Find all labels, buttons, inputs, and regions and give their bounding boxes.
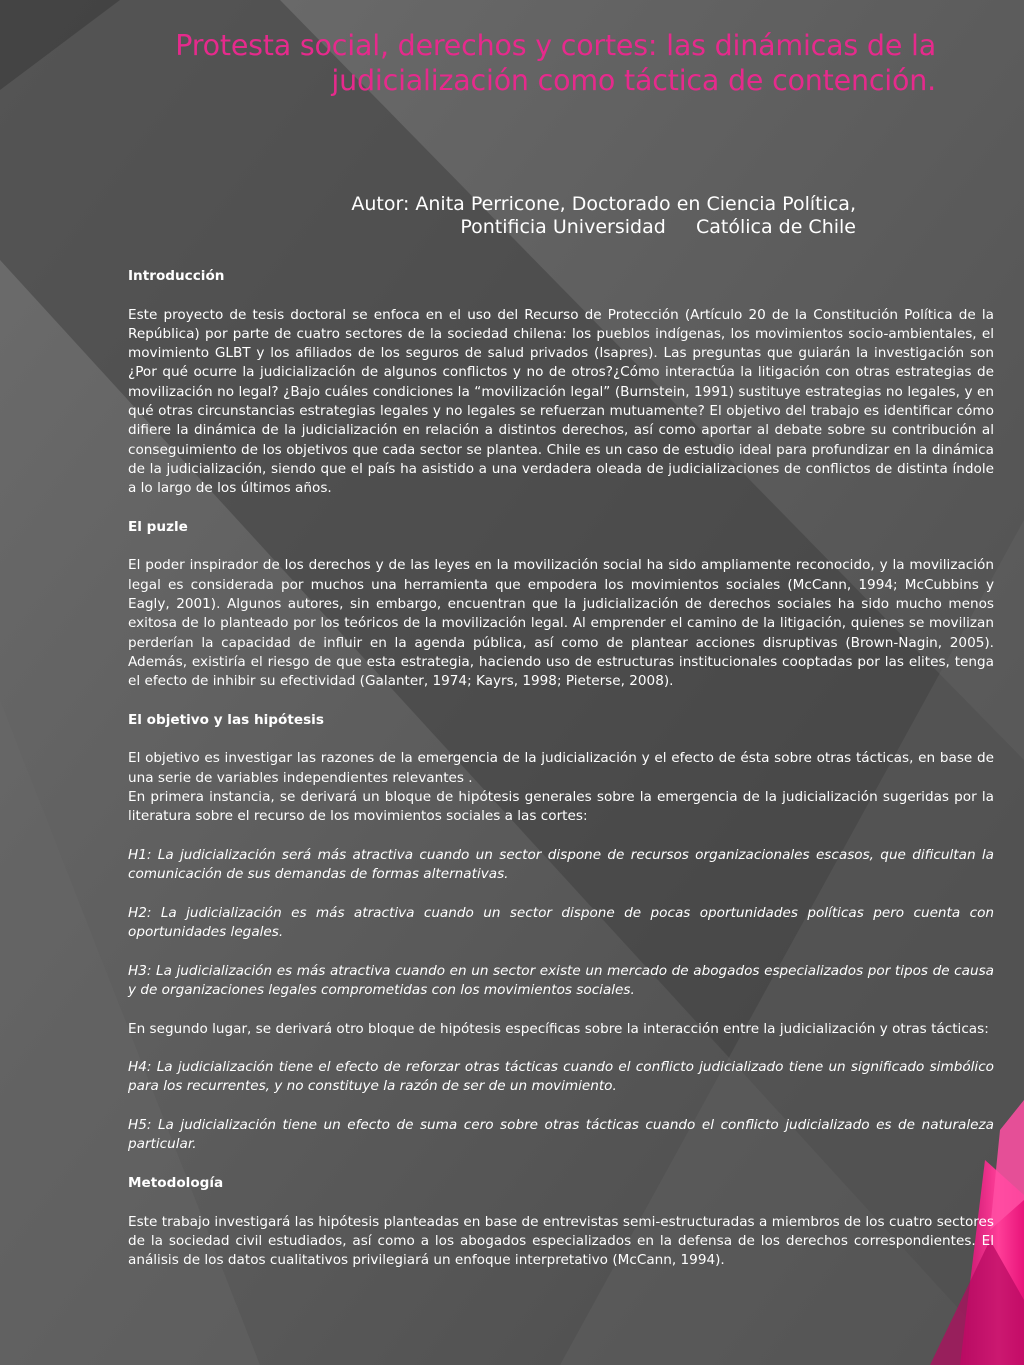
intro-paragraph: Este proyecto de tesis doctoral se enfoca en el uso del Recurso de Protección (Artículo 20 de la Constitución Política de la República) por parte de cuatro sectores de la sociedad chilena: los pueblos indígenas, los movimientos socio-ambientales, el movimiento GLBT y los afiliados de los seguros de salud privados (Isapres). Las preguntas que guiarán la investigación son ¿Por qué ocurre la judicialización de algunos conflictos y no de otros?¿Cómo interactúa la litigación con otras estrategias de movilización no legal? ¿Bajo cuáles condiciones la “movilización legal” (Burnstein, 1991) sustituye estrategias no legales, y en qué otras circunstancias estrategias legales y no legales se refuerzan mutuamente? El objetivo del trabajo es identificar cómo difiere la dinámica de la judicialización en relación a distintos derechos, así como aportar al debate sobre su contribución al conseguimiento de los objetivos que cada sector se plantea. Chile es un caso de estudio ideal para profundizar en la dinámica de la judicialización, siendo que el país ha asistido a una verdadera oleada de judicializaciones de conflictos de distinta índole a lo largo de los últimos años. — [128, 306, 994, 497]
author-block — [200, 193, 856, 239]
section-heading-objetivo: El objetivo y las hipótesis — [128, 711, 324, 728]
puzzle-paragraph: El poder inspirador de los derechos y de las leyes en la movilización social ha sido ampliamente reconocido, y la movilización legal es considerada por muchos una herramienta que empodera los movimientos sociales (McCann, 1994; McCubbins y Eagly, 2001). Algunos autores, sin embargo, encuentran que la judicialización de derechos sociales ha sido mucho menos exitosa de lo planteado por los teóricos de la movilización legal. Al emprender el camino de la litigación, quienes se movilizan perderían la capacidad de influir en la agenda pública, así como de plantear acciones disruptivas (Brown-Nagin, 2005). Además, existiría el riesgo de que esta estrategia, haciendo uso de estructuras institucionales cooptadas por las elites, tenga el efecto de inhibir su efectividad (Galanter, 1974; Kayrs, 1998; Pieterse, 2008). — [128, 557, 994, 690]
hypothesis-h3-text: H3: La judicialización es más atractiva cuando en un sector existe un mercado de abogados especializados por tipos de causa y de organizaciones legales comprometidas con los movimientos sociales. — [128, 962, 994, 998]
hypothesis-h5-text: H5: La judicialización tiene un efecto de suma cero sobre otras tácticas cuando el conflicto judicializado es de naturaleza particular. — [128, 1117, 994, 1153]
hypothesis-h2 — [128, 904, 994, 943]
hypothesis-h5 — [128, 1116, 994, 1155]
hypothesis-h4-text: H4: La judicialización tiene el efecto de reforzar otras tácticas cuando el conflicto judicializado tiene un significado simbólico para los recurrentes, y no constituye la razón de ser de un movimiento. — [128, 1059, 994, 1095]
hypothesis-h1-text: H1: La judicialización será más atractiva cuando un sector dispone de recursos organizacionales escasos, que dificultan la comunicación de sus demandas de formas alternativas. — [128, 846, 994, 883]
hypothesis-h2-text: H2: La judicialización es más atractiva cuando un sector dispone de pocas oportunidades políticas pero cuenta con oportunidades legales. — [128, 904, 994, 941]
objective-paragraph-2: En primera instancia, se derivará un bloque de hipótesis generales sobre la emergencia de la judicialización sugeridas por la literatura sobre el recurso de los movimientos sociales a las cortes: — [128, 789, 994, 825]
page-title: Protesta social, derechos y cortes: las dinámicas de la judicialización como táctica de contención. — [175, 29, 936, 97]
hypothesis-h3 — [128, 962, 994, 1001]
author-line-1: Autor: Anita Perricone, Doctorado en Ciencia Política, — [351, 193, 856, 215]
objective-paragraph-1: El objetivo es investigar las razones de la emergencia de la judicialización y el efecto de ésta sobre otras tácticas, en base de una serie de variables independientes relevantes . — [128, 750, 994, 786]
section-heading-metodologia: Metodología — [128, 1174, 224, 1191]
section-heading-puzle: El puzle — [128, 518, 188, 535]
document-body — [128, 267, 994, 1290]
methodology-paragraph: Este trabajo investigará las hipótesis planteadas en base de entrevistas semi-estructuradas a miembros de los cuatro sectores de la sociedad civil estudiados, así como a los abogados especializados en la defensa de los derechos correspondientes. El análisis de los datos cualitativos privilegiará un enfoque interpretativo (McCann, 1994). — [128, 1213, 994, 1269]
hypothesis-h1 — [128, 846, 994, 885]
author-line-2: Pontificia Universidad Católica de Chile — [460, 216, 856, 238]
objective-paragraph-3: En segundo lugar, se derivará otro bloque de hipótesis específicas sobre la interacción entre la judicialización y otras tácticas: — [128, 1020, 989, 1037]
section-heading-introduccion: Introducción — [128, 268, 225, 284]
hypothesis-h4 — [128, 1058, 994, 1097]
